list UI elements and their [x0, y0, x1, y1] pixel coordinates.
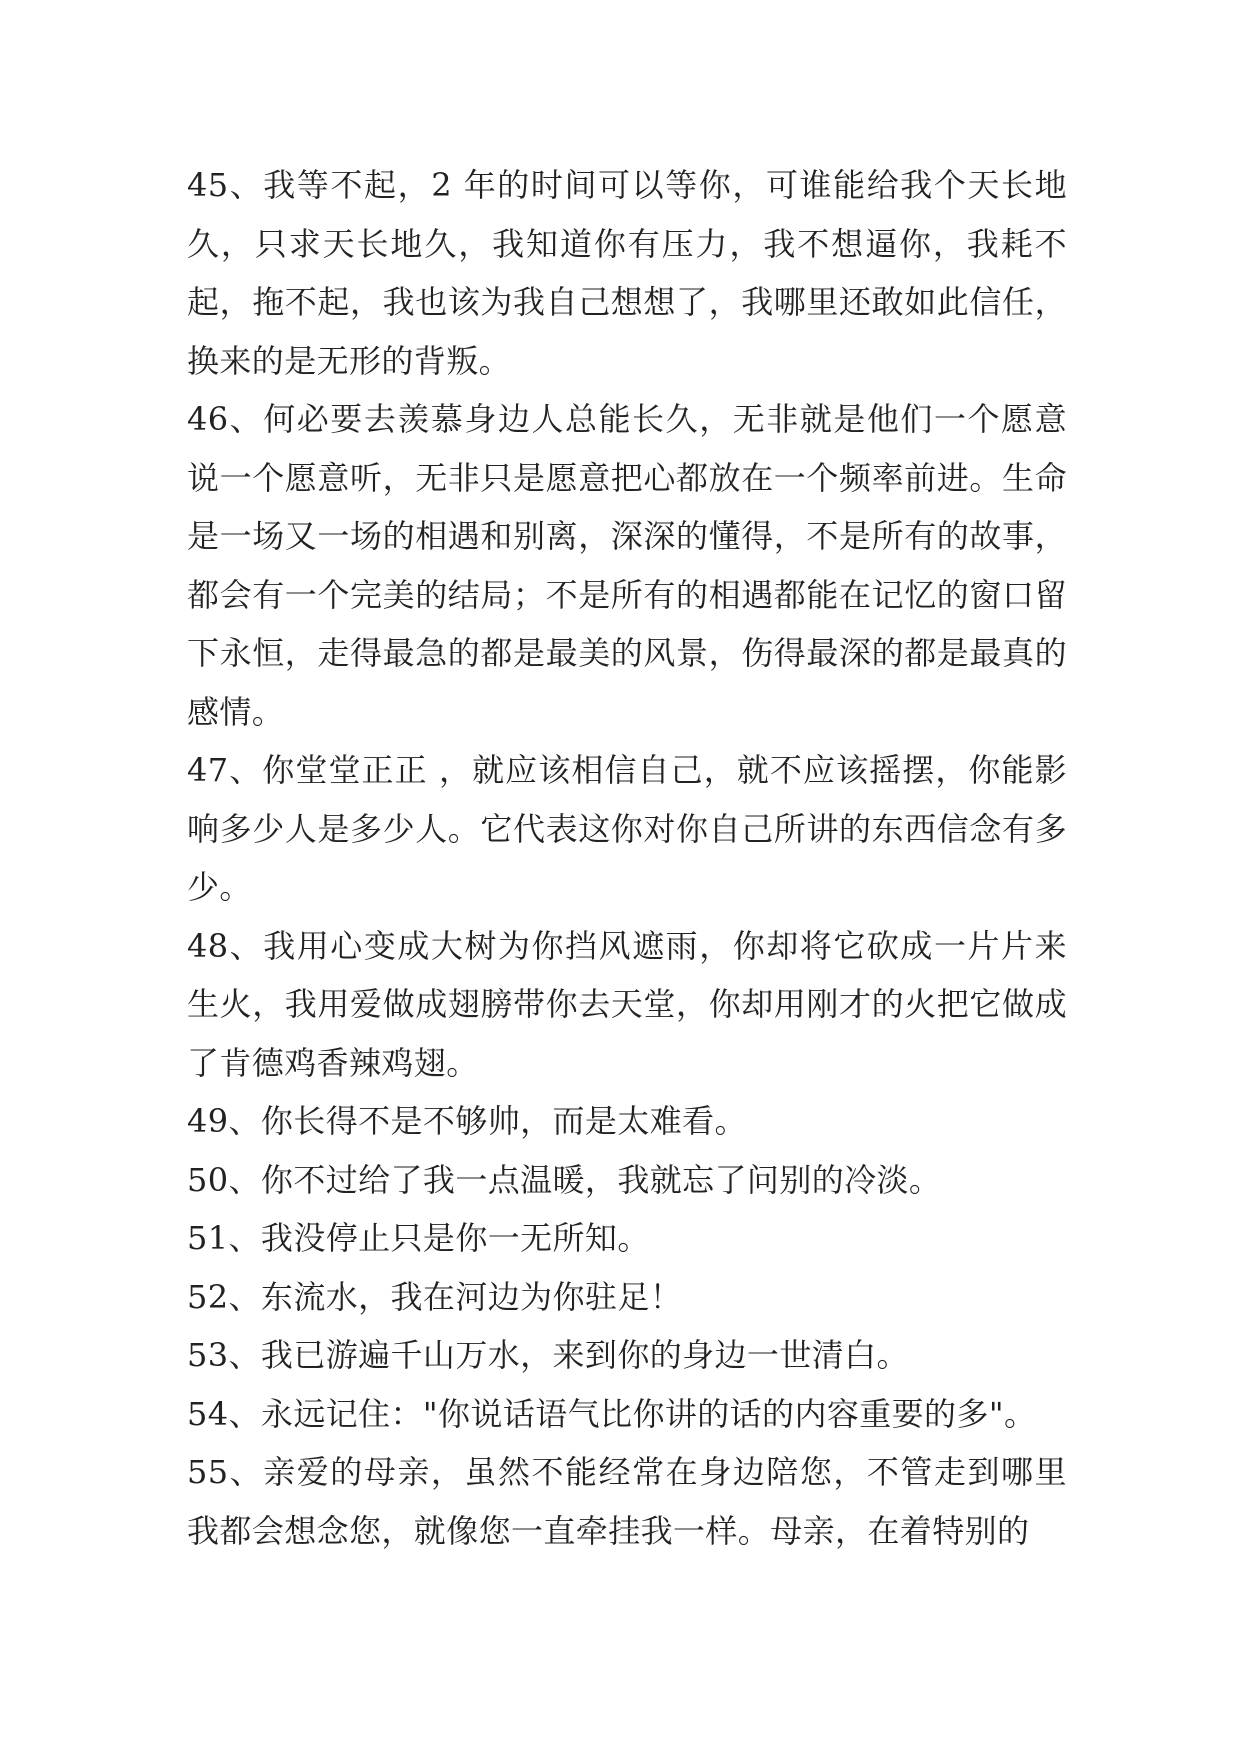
paragraph-54: 54、永远记住："你说话语气比你讲的话的内容重要的多"。: [187, 1394, 1037, 1433]
paragraph-48: 48、我用心变成大树为你挡风遮雨，你却将它砍成一片片来生火，我用爱做成翅膀带你去天堂，你却用刚才的火把它做成了肯德鸡香辣鸡翅。: [187, 926, 1067, 1082]
paragraph-53: 53、我已游遍千山万水，来到你的身边一世清白。: [187, 1336, 909, 1374]
document-body: [187, 156, 1067, 1560]
paragraph-50: 50、你不过给了我一点温暖，我就忘了问别的冷淡。: [187, 1160, 942, 1199]
paragraph-55: 55、亲爱的母亲，虽然不能经常在身边陪您，不管走到哪里我都会想念您，就像您一直牵挂我一样。母亲，在着特别的: [187, 1453, 1067, 1550]
paragraph-52: 52、东流水，我在河边为你驻足！: [187, 1277, 683, 1316]
paragraph-49: 49、你长得不是不够帅，而是太难看。: [187, 1102, 747, 1140]
paragraph-45: 45、我等不起，2 年的时间可以等你，可谁能给我个天长地久，只求天长地久，我知道你有压力，我不想逼你，我耗不起，拖不起，我也该为我自己想想了，我哪里还敢如此信任，换来的是无形的背叛。: [187, 166, 1067, 380]
paragraph-51: 51、我没停止只是你一无所知。: [187, 1219, 650, 1257]
paragraph-46: 46、何必要去羡慕身边人总能长久，无非就是他们一个愿意说一个愿意听，无非只是愿意把心都放在一个频率前进。生命是一场又一场的相遇和别离，深深的懂得，不是所有的故事，都会有一个完美的结局；不是所有的相遇都能在记忆的窗口留下永恒，走得最急的都是最美的风景，伤得最深的都是最真的感情。: [187, 400, 1067, 731]
paragraph-47: 47、你堂堂正正 ，就应该相信自己，就不应该摇摆，你能影响多少人是多少人。它代表这你对你自己所讲的东西信念有多少。: [187, 751, 1067, 906]
